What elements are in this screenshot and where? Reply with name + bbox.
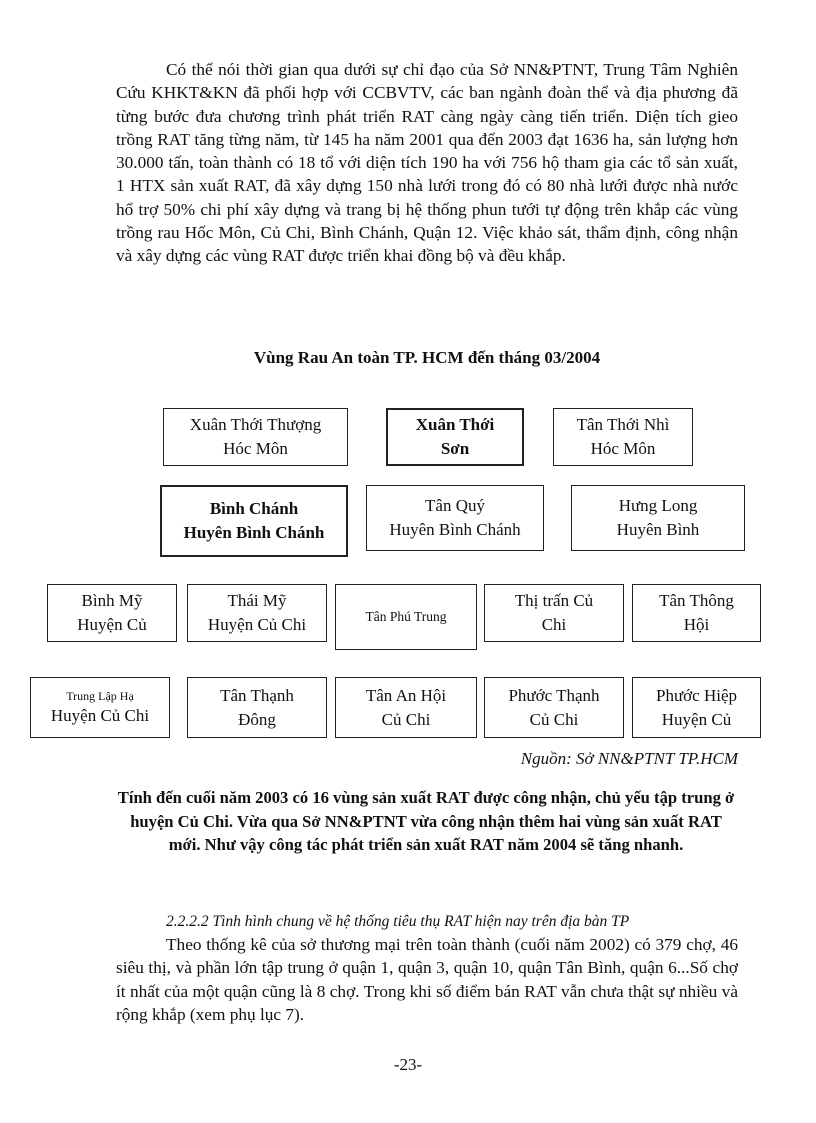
- region-district: Sơn: [440, 439, 470, 458]
- region-name: Trung Lập Hạ: [66, 688, 134, 703]
- region-box: [160, 485, 348, 557]
- region-district: Củ Chi: [381, 709, 431, 729]
- region-box: [187, 584, 327, 642]
- region-name: Thái Mỹ: [227, 591, 287, 610]
- region-box: [187, 677, 327, 738]
- region-box: [366, 485, 544, 551]
- intro-paragraph: Có thể nói thời gian qua dưới sự chỉ đạo của Sở NN&PTNT, Trung Tâm Nghiên Cứu KHKT&KN đã phối hợp với CCBVTV, các ban ngành đoàn thể và địa phương đã từng bước đưa chương trình phát triển RAT càng ngày càng tiến triển. Diện tích gieo trồng RAT tăng từng năm, từ 145 ha năm 2001 qua đến 2003 đạt 1636 ha, sản lượng hơn 30.000 tấn, toàn thành có 18 tổ với diện tích 190 ha với 756 hộ tham gia các tổ sản xuất, 1 HTX sản xuất RAT, đã xây dựng 150 nhà lưới trong đó có 80 nhà lưới được nhà nước hổ trợ 50% chi phí xây dựng và trang bị hệ thống phun tưới tự động trên khắp các vùng trồng rau Hốc Môn, Củ Chi, Bình Chánh, Quận 12. Việc khảo sát, thẩm định, công nhận và xây dựng các vùng RAT được triển khai đồng bộ và đều khắp.: [116, 60, 738, 266]
- region-district: Huyện Củ Chi: [50, 705, 150, 725]
- region-name: Tân Thông: [659, 591, 734, 610]
- region-district: Huyên Bình Chánh: [183, 523, 325, 542]
- region-district: Huyện Củ: [77, 615, 147, 634]
- region-name: Phước Thạnh: [508, 685, 600, 705]
- region-box: [163, 408, 348, 466]
- summary-paragraph: Tính đến cuối năm 2003 có 16 vùng sản xuất RAT được công nhận, chủ yếu tập trung ở huyện Củ Chi. Vừa qua Sở NN&PTNT vừa công nhận thêm hai vùng sản xuất RAT mới. Như vậy công tác phát triển sản xuất RAT năm 2004 sẽ tăng nhanh.: [117, 788, 735, 854]
- market-paragraph: Theo thống kê của sở thương mại trên toàn thành (cuối năm 2002) có 379 chợ, 46 siêu thị, và phần lớn tập trung ở quận 1, quận 3, quận 10, quận Tân Bình, quận 6...Số chợ ít nhất của một quận cũng là 8 chợ. Trong khi số điểm bán RAT vẫn chưa thật sự nhiều và rộng khắp (xem phụ lục 7).: [116, 935, 738, 1024]
- region-district: Huyên Bình: [616, 520, 700, 539]
- region-name: Xuân Thới Thượng: [189, 415, 322, 434]
- region-box: [632, 677, 761, 738]
- diagram-source: Nguồn: Sở NN&PTNT TP.HCM: [520, 749, 738, 768]
- region-name: Tân Phú Trung: [365, 609, 447, 624]
- region-name: Bình Mỹ: [81, 591, 143, 610]
- region-box: [30, 677, 170, 738]
- region-district: Hóc Môn: [590, 439, 656, 458]
- region-name: Tân Thới Nhì: [576, 415, 670, 434]
- region-name: Tân Thạnh: [220, 685, 294, 705]
- region-name: Tân Quý: [425, 496, 485, 515]
- region-district: Củ Chi: [529, 709, 579, 729]
- region-name: Tân An Hội: [365, 685, 447, 705]
- region-name: Phước Hiệp: [656, 685, 737, 705]
- section-heading: 2.2.2.2 Tình hình chung về hệ thống tiêu thụ RAT hiện nay trên địa bàn TP: [166, 913, 630, 930]
- region-box: [335, 584, 477, 650]
- region-district: Hội: [683, 615, 710, 634]
- diagram-title: Vùng Rau An toàn TP. HCM đến tháng 03/2004: [253, 348, 601, 367]
- region-name: Bình Chánh: [209, 499, 299, 518]
- region-box: [571, 485, 745, 551]
- region-box: [386, 408, 524, 466]
- region-district: Huyên Bình Chánh: [389, 520, 521, 539]
- region-district: Huyện Củ Chi: [207, 615, 307, 634]
- region-box: [632, 584, 761, 642]
- page-number: -23-: [393, 1055, 423, 1074]
- region-name: Xuân Thới: [415, 415, 495, 434]
- region-district: Hóc Môn: [223, 439, 288, 458]
- region-name: Thị trấn Củ: [514, 591, 594, 610]
- region-name: Hưng Long: [618, 496, 698, 515]
- region-box: [553, 408, 693, 466]
- region-box: [335, 677, 477, 738]
- region-box: [47, 584, 177, 642]
- region-box: [484, 584, 624, 642]
- region-district: Chi: [541, 615, 567, 634]
- region-district: Huyện Củ: [661, 709, 732, 729]
- region-box: [484, 677, 624, 738]
- region-district: Đông: [238, 709, 276, 729]
